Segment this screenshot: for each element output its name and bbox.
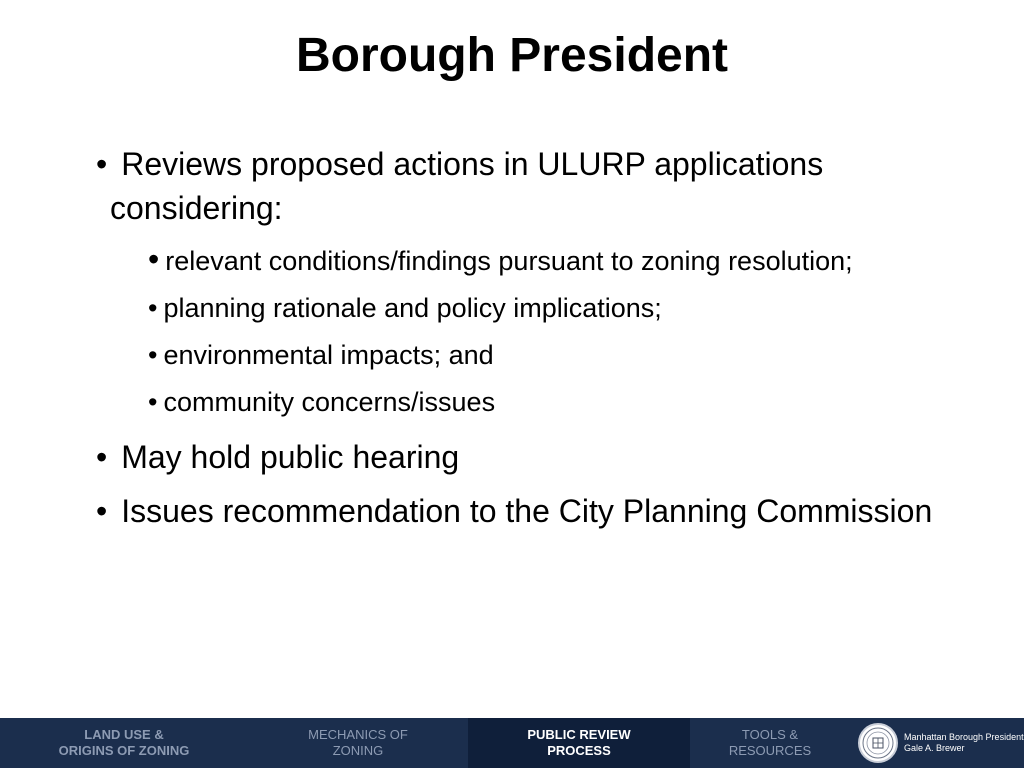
sub-bullet-item <box>148 240 936 280</box>
borough-seal-icon <box>858 723 898 763</box>
bullet-text: Reviews proposed actions in ULURP applications considering: <box>110 146 824 226</box>
bullet-item <box>96 142 936 230</box>
bullet-text: May hold public hearing <box>121 439 460 475</box>
brand-title: Manhattan Borough President <box>904 732 1024 742</box>
sub-bullet-list <box>96 240 936 421</box>
bullet-icon: • <box>96 493 108 529</box>
brand-text <box>904 732 1024 754</box>
footer-nav <box>0 718 1024 768</box>
bullet-icon: • <box>96 146 108 182</box>
slide-content <box>96 142 936 543</box>
brand-block <box>850 718 1024 768</box>
nav-label-line2: PROCESS <box>547 743 611 758</box>
bullet-item <box>96 489 936 533</box>
sub-bullet-text: relevant conditions/findings pursuant to zoning resolution; <box>165 246 853 276</box>
nav-label-line1: TOOLS & <box>741 727 799 742</box>
nav-tools-resources[interactable] <box>690 718 850 768</box>
brand-name: Gale A. Brewer <box>904 743 965 753</box>
sub-bullet-text: planning rationale and policy implications; <box>163 293 662 323</box>
bullet-icon: • <box>148 340 158 370</box>
bullet-text: Issues recommendation to the City Planning Commission <box>121 493 933 529</box>
nav-label-line1: MECHANICS OF <box>308 727 408 742</box>
nav-label-line1: PUBLIC REVIEW <box>527 727 631 742</box>
sub-bullet-item <box>148 383 936 421</box>
nav-label-line2: ZONING <box>332 743 384 758</box>
bullet-icon: • <box>148 293 158 323</box>
slide-title: Borough President <box>295 29 729 82</box>
bullet-icon: • <box>96 439 108 475</box>
nav-label-line2: ORIGINS OF ZONING <box>58 743 190 758</box>
nav-label-line1: LAND USE & <box>84 727 164 742</box>
bullet-icon: • <box>148 387 158 417</box>
sub-bullet-text: environmental impacts; and <box>163 340 494 370</box>
bullet-item <box>96 435 936 479</box>
bullet-icon: • <box>148 241 160 277</box>
sub-bullet-item <box>148 336 936 374</box>
sub-bullet-text: community concerns/issues <box>163 387 496 417</box>
nav-mechanics-of-zoning[interactable] <box>248 718 468 768</box>
sub-bullet-item <box>148 289 936 327</box>
nav-land-use[interactable] <box>0 718 248 768</box>
nav-public-review-process[interactable] <box>468 718 690 768</box>
nav-label-line2: RESOURCES <box>728 743 812 758</box>
